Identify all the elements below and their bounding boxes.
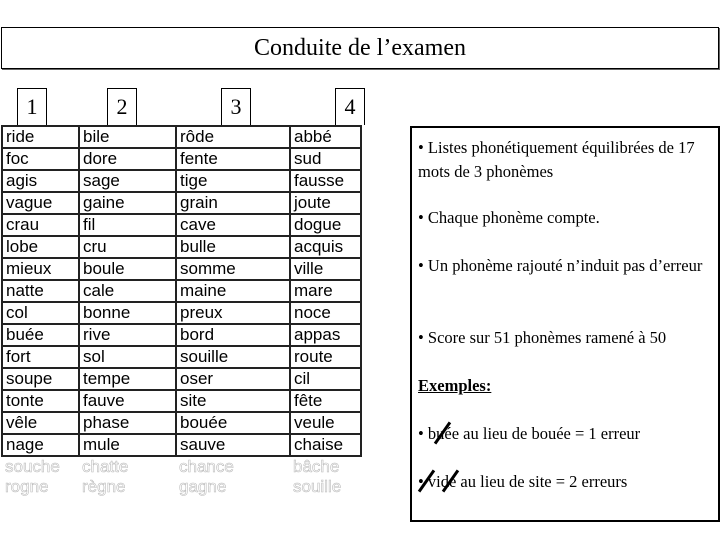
word-cell: fausse [290,170,361,192]
word-cell: ville [290,258,361,280]
word-cell: acquis [290,236,361,258]
word-cell: vêle [2,412,79,434]
table-row [2,148,361,170]
list-number-4: 4 [335,88,365,125]
notes-box [410,126,720,522]
word-cell: tige [176,170,290,192]
word-cell: règne [82,477,126,496]
word-cell: nage [2,434,79,456]
word-cell: cil [290,368,361,390]
word-cell: joute [290,192,361,214]
table-row [2,434,361,456]
word-cell: natte [2,280,79,302]
word-cell: appas [290,324,361,346]
word-cell: dore [79,148,176,170]
word-cell: rogne [5,477,49,496]
list-number-3: 3 [221,88,251,125]
word-cell: chance [179,457,234,476]
word-cell: route [290,346,361,368]
note-balanced-lists: • Listes phonétiquement équilibrées de 17 mots de 3 phonèmes [418,138,695,181]
word-cell: cave [176,214,290,236]
word-cell: maine [176,280,290,302]
examples-heading: Exemples: [418,376,492,395]
table-row [2,368,361,390]
table-row [2,302,361,324]
note-score: • Score sur 51 phonèmes ramené à 50 [418,328,667,347]
word-cell: gaine [79,192,176,214]
word-cell: bonne [79,302,176,324]
word-cell: sol [79,346,176,368]
word-cell: gagne [179,477,227,496]
word-cell: crau [2,214,79,236]
word-cell: noce [290,302,361,324]
word-cell: souille [176,346,290,368]
note-phoneme-counts: • Chaque phonème compte. [418,208,600,227]
word-cell: cale [79,280,176,302]
word-cell: mare [290,280,361,302]
word-cell: fête [290,390,361,412]
word-cell: abbé [290,126,361,148]
page-title: Conduite de l’examen [1,27,719,69]
word-cell: tempe [79,368,176,390]
word-cell: lobe [2,236,79,258]
table-row [2,170,361,192]
word-cell: preux [176,302,290,324]
word-cell: sage [79,170,176,192]
word-cell: sauve [176,434,290,456]
word-cell: ride [2,126,79,148]
table-row [2,324,361,346]
word-cell: buée [2,324,79,346]
word-cell: boule [79,258,176,280]
word-cell: rive [79,324,176,346]
example-2: • vide au lieu de site = 2 erreurs [418,472,628,491]
word-cell: mule [79,434,176,456]
list-number-1: 1 [17,88,47,125]
word-cell: soupe [2,368,79,390]
table-row [2,214,361,236]
word-cell: cru [79,236,176,258]
table-row [2,390,361,412]
word-cell: col [2,302,79,324]
word-cell: rôde [176,126,290,148]
word-cell: fente [176,148,290,170]
word-cell: fauve [79,390,176,412]
list-number-2: 2 [107,88,137,125]
table-row [2,126,361,148]
word-cell: bulle [176,236,290,258]
table-row [2,192,361,214]
word-cell: bile [79,126,176,148]
faded-row [2,477,361,497]
table-row [2,412,361,434]
word-cell: chaise [290,434,361,456]
word-cell: mieux [2,258,79,280]
example-1: • buée au lieu de bouée = 1 erreur [418,424,641,443]
word-list-table [1,125,362,497]
word-cell: sud [290,148,361,170]
word-cell: dogue [290,214,361,236]
word-cell: oser [176,368,290,390]
word-cell: veule [290,412,361,434]
word-cell: souche [5,457,60,476]
faded-row [2,456,361,477]
table-row [2,258,361,280]
table-row [2,346,361,368]
word-cell: vague [2,192,79,214]
word-cell: fil [79,214,176,236]
word-cell: agis [2,170,79,192]
word-cell: chatte [82,457,129,476]
word-cell: tonte [2,390,79,412]
word-cell: somme [176,258,290,280]
note-added-phoneme: • Un phonème rajouté n’induit pas d’erreur [418,256,703,275]
word-cell: phase [79,412,176,434]
word-cell: foc [2,148,79,170]
word-cell: site [176,390,290,412]
table-row [2,280,361,302]
word-cell: fort [2,346,79,368]
word-cell: bâche [293,457,340,476]
word-cell: bouée [176,412,290,434]
table-row [2,236,361,258]
word-cell: souille [293,477,342,496]
word-cell: grain [176,192,290,214]
word-cell: bord [176,324,290,346]
